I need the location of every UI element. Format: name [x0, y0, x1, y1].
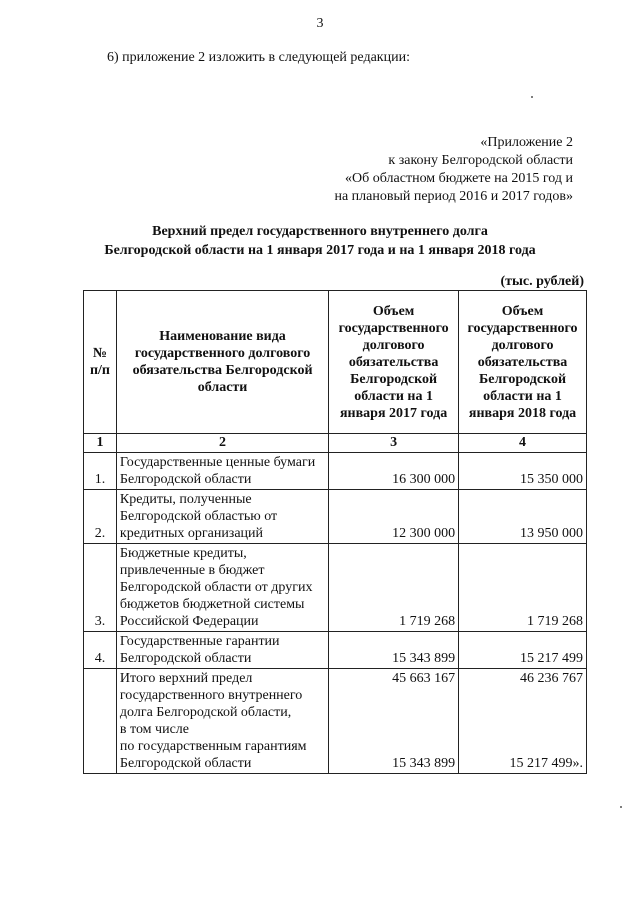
header-name: Наименование вида государственного долгового обязательства Белгородской области	[116, 291, 328, 434]
scan-speck	[620, 806, 622, 808]
units-label: (тыс. рублей)	[500, 274, 584, 289]
row-value-2017: 12 300 000	[329, 490, 459, 544]
column-number: 4	[459, 434, 587, 453]
row-num: 2.	[84, 490, 117, 544]
row-value-2018: 1 719 268	[459, 544, 587, 632]
total-name-main: Итого верхний предел государственного внутреннего долга Белгородской области,	[119, 671, 303, 720]
header-num: № п/п	[84, 291, 117, 434]
column-number: 2	[116, 434, 328, 453]
total-value-2017	[329, 669, 459, 774]
row-value-2018: 15 217 499	[459, 632, 587, 669]
row-value-2017: 15 343 899	[329, 632, 459, 669]
appendix-line: «Об областном бюджете на 2015 год и	[345, 171, 573, 186]
row-num: 1.	[84, 453, 117, 490]
total-name-sub: по государственным гарантиям Белгородской области	[119, 739, 307, 771]
total-name	[116, 669, 328, 774]
guarantees-2017: 15 343 899	[392, 756, 456, 771]
column-number: 1	[84, 434, 117, 453]
total-row	[84, 669, 587, 774]
row-num: 3.	[84, 544, 117, 632]
row-num: 4.	[84, 632, 117, 669]
row-name: Бюджетные кредиты, привлеченные в бюджет Белгородской области от других бюджетов бюджетной системы Российской Федерации	[116, 544, 328, 632]
row-value-2018: 15 350 000	[459, 453, 587, 490]
intro-text: 6) приложение 2 изложить в следующей редакции:	[107, 50, 410, 65]
header-2018: Объем государственного долгового обязательства Белгородской области на 1 января 2018 года	[459, 291, 587, 434]
column-number-row	[84, 434, 587, 453]
title-line-2: Белгородской области на 1 января 2017 года и на 1 января 2018 года	[104, 243, 536, 258]
column-number: 3	[329, 434, 459, 453]
page-number: 3	[316, 16, 324, 31]
appendix-header	[334, 134, 573, 206]
row-name: Государственные ценные бумаги Белгородской области	[116, 453, 328, 490]
row-value-2017: 16 300 000	[329, 453, 459, 490]
table-header-row	[84, 291, 587, 434]
appendix-line: «Приложение 2	[480, 135, 573, 150]
total-name-incl: в том числе	[119, 722, 189, 737]
appendix-line: к закону Белгородской области	[388, 153, 573, 168]
table-row	[84, 453, 587, 490]
header-2017: Объем государственного долгового обязательства Белгородской области на 1 января 2017 года	[329, 291, 459, 434]
total-2017: 45 663 167	[392, 671, 456, 686]
row-name: Государственные гарантии Белгородской области	[116, 632, 328, 669]
row-name: Кредиты, полученные Белгородской областью от кредитных организаций	[116, 490, 328, 544]
total-value-2018	[459, 669, 587, 774]
table-row	[84, 632, 587, 669]
total-2018: 46 236 767	[520, 671, 583, 686]
appendix-line: на плановый период 2016 и 2017 годов»	[334, 189, 573, 204]
table-row	[84, 544, 587, 632]
table-row	[84, 490, 587, 544]
row-value-2017: 1 719 268	[329, 544, 459, 632]
document-title	[0, 222, 640, 260]
debt-table	[83, 290, 587, 774]
title-line-1: Верхний предел государственного внутреннего долга	[152, 224, 488, 239]
scan-speck	[531, 96, 533, 98]
guarantees-2018: 15 217 499».	[509, 756, 583, 771]
total-num	[84, 669, 117, 774]
row-value-2018: 13 950 000	[459, 490, 587, 544]
